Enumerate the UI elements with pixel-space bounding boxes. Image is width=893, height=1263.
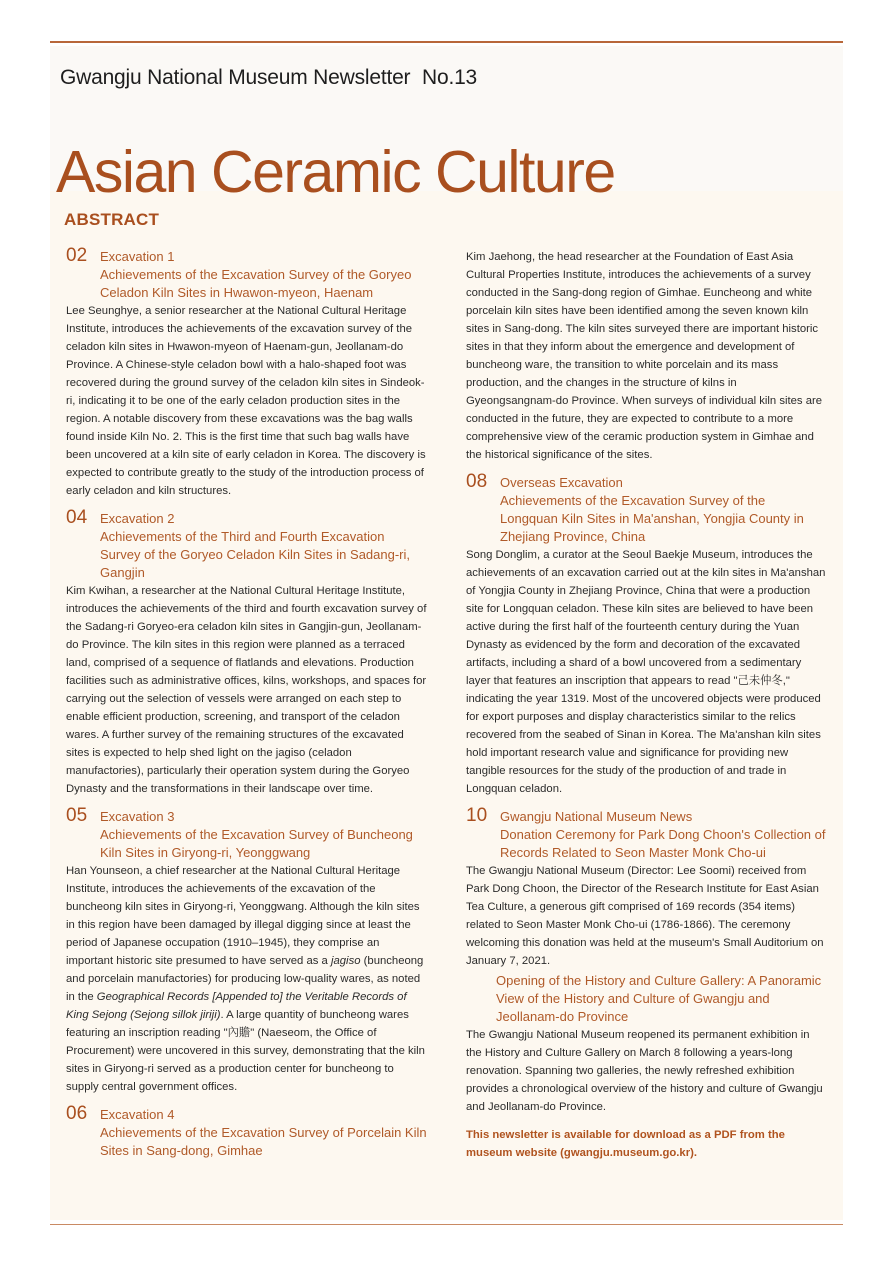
body-emphasis: Geographical Records [Appended to] the Veritable Records of King Sejong (Sejong sillok jiriji)	[66, 991, 407, 1021]
entry-06-continued	[466, 248, 826, 464]
entry-number: 06	[66, 1103, 88, 1124]
entry-04	[66, 507, 428, 798]
entry-header	[466, 471, 826, 546]
entry-header	[66, 1103, 428, 1160]
masthead	[60, 66, 477, 90]
entry-02	[66, 245, 428, 500]
body-text: Han Younseon, a chief researcher at the National Cultural Heritage Institute, introduces the achievements of the excavation of the buncheong kiln sites in Giryong-ri, Yeonggwang. Although the kiln sites in this region have been damaged by illegal digging since at least the period of Japanese occupation (1910–1945), they comprise an important historic site presumed to have served as a	[66, 865, 420, 967]
body-text: . A large quantity of buncheong wares featuring an inscription reading "內贍" (Naeseom, the Office of Procurement) were uncovered in this survey, demonstrating that the kiln sites in Giryong-ri served as a production center for buncheong to supply central government offices.	[66, 1009, 425, 1093]
entry-category: Overseas Excavation	[500, 475, 623, 490]
entry-number: 02	[66, 245, 88, 266]
entry-title: Achievements of the Excavation Survey of Buncheong Kiln Sites in Giryong-ri, Yeonggwang	[100, 827, 413, 860]
entry-06	[66, 1103, 428, 1160]
entry-header	[66, 507, 428, 582]
entry-title: Achievements of the Excavation Survey of the Longquan Kiln Sites in Ma'anshan, Yongjia County in Zhejiang Province, China	[500, 493, 804, 544]
entry-08	[466, 471, 826, 798]
entry-title: Achievements of the Excavation Survey of Porcelain Kiln Sites in Sang-dong, Gimhae	[100, 1125, 427, 1158]
entry-category: Gwangju National Museum News	[500, 809, 693, 824]
entry-title: Achievements of the Excavation Survey of the Goryeo Celadon Kiln Sites in Hwawon-myeon, Haenam	[100, 267, 412, 300]
entry-title: Achievements of the Third and Fourth Excavation Survey of the Goryeo Celadon Kiln Sites in Sadang-ri, Gangjin	[100, 529, 411, 580]
entry-category: Excavation 1	[100, 249, 175, 264]
entry-title: Donation Ceremony for Park Dong Choon's Collection of Records Related to Seon Master Monk Cho-ui	[500, 827, 826, 860]
entry-subtitle: Opening of the History and Culture Gallery: A Panoramic View of the History and Culture of Gwangju and Jeollanam-do Province	[496, 973, 822, 1024]
entry-number: 10	[466, 805, 488, 826]
body-text: (buncheong and porcelain manufactories) for producing low-quality wares, as noted in the	[66, 955, 424, 1003]
entry-category: Excavation 3	[100, 809, 175, 824]
entry-body: The Gwangju National Museum (Director: Lee Soomi) received from Park Dong Choon, the Director of the Research Institute for East Asian Tea Culture, a generous gift comprised of 169 records (354 items) related to Seon Master Monk Cho-ui (1786-1866). The ceremony welcoming this donation was held at the museum's Small Auditorium on January 7, 2021.	[466, 865, 824, 967]
entry-number: 05	[66, 805, 88, 826]
entry-header	[66, 805, 428, 862]
right-column	[466, 248, 826, 1162]
bottom-rule	[50, 1224, 843, 1225]
entry-body: Song Donglim, a curator at the Seoul Baekje Museum, introduces the achievements of an excavation carried out at the kiln sites in Ma'anshan of Yongjia County in Zhejiang Province, China that were a production site for Longquan celadon. These kiln sites are believed to have been active during the first half of the fourteenth century during the Yuan Dynasty as evidenced by the form and decoration of the excavated artifacts, including a shard of a bowl uncovered from a sedimentary layer that features an inscription that appears to read "己未仲冬," indicating the year 1319. Most of the uncovered objects were produced for export purposes and display characteristics similar to the relics recovered from the seabed of Sinan in Korea. The Ma'anshan kiln sites hold important research value and significance for providing new tangible resources for the study of the production of and trade in Longquan celadon.	[466, 549, 826, 795]
abstract-heading: ABSTRACT	[64, 210, 160, 229]
entry-header	[466, 805, 826, 862]
entry-category: Excavation 2	[100, 511, 175, 526]
entry-body: Kim Kwihan, a researcher at the National Cultural Heritage Institute, introduces the achievements of the third and fourth excavation survey of the Sadang-ri Goryeo-era celadon kiln sites in Gangjin-gun, Jeollanam-do Province. The kiln sites in this region were planned as a terraced land, comprised of a sequence of flatlands and elevations. Production facilities such as administrative offices, kilns, workshops, and spaces for carrying out the selection of vessels were arranged on each step to enable efficient production, screening, and transport of the celadon wares. A further survey of the remaining structures of the excavated sites is expected to help shed light on the jagiso (celadon manufactories), particularly their operation system during the Goryeo Dynasty and the transformations in their landscape over time.	[66, 585, 427, 795]
download-note: This newsletter is available for download as a PDF from the museum website (gwangju.museum.go.kr).	[466, 1129, 785, 1159]
left-column	[66, 245, 428, 1170]
entry-number: 08	[466, 471, 488, 492]
newsletter-title: Gwangju National Museum Newsletter	[60, 66, 411, 89]
page-title: Asian Ceramic Culture	[56, 138, 615, 205]
entry-number: 04	[66, 507, 88, 528]
entry-body	[66, 862, 428, 1096]
body-emphasis: jagiso	[330, 955, 361, 967]
entry-body-2: The Gwangju National Museum reopened its permanent exhibition in the History and Culture Gallery on March 8 following a years-long renovation. Spanning two galleries, the newly refreshed exhibition provides a chronological overview of the history and culture of Gwangju and Jeollanam-do Province.	[466, 1029, 823, 1113]
entry-category: Excavation 4	[100, 1107, 175, 1122]
entry-body: Lee Seunghye, a senior researcher at the National Cultural Heritage Institute, introduces the achievements of the excavation survey of the celadon kiln sites in Hwawon-myeon of Haenam-gun, Jeollanam-do Province. A Chinese-style celadon bowl with a halo-shaped foot was recovered during the ground survey of the celadon kiln sites in Sindeok-ri, indicating it to be one of the early celadon production sites in the region. A notable discovery from these excavations was the bag walls found inside Kiln No. 2. This is the first time that such bag walls have been uncovered at a kiln site of early celadon in Korea. The discovery is expected to contribute greatly to the study of the introduction process of early celadon and kiln structures.	[66, 305, 426, 497]
entry-05	[66, 805, 428, 1096]
entry-body: Kim Jaehong, the head researcher at the Foundation of East Asia Cultural Properties Institute, introduces the achievements of a survey conducted in the Sang-dong region of Gimhae. Euncheong and white porcelain kiln sites have been identified among the seven known kiln sites in Sang-dong. The kiln sites surveyed there are important historic sites in that they inform about the emergence and development of buncheong ware, the transition to white porcelain and its mass production, and the changes in the structure of kilns in Gyeongsangnam-do Province. When surveys of individual kiln sites are conducted in the future, they are expected to contribute to a more comprehensive view of the ceramic production system in Gimhae and the historical significance of the sites.	[466, 251, 823, 461]
entry-10	[466, 805, 826, 1116]
issue-number: No.13	[422, 66, 478, 89]
entry-header	[66, 245, 428, 302]
top-rule	[50, 41, 843, 43]
